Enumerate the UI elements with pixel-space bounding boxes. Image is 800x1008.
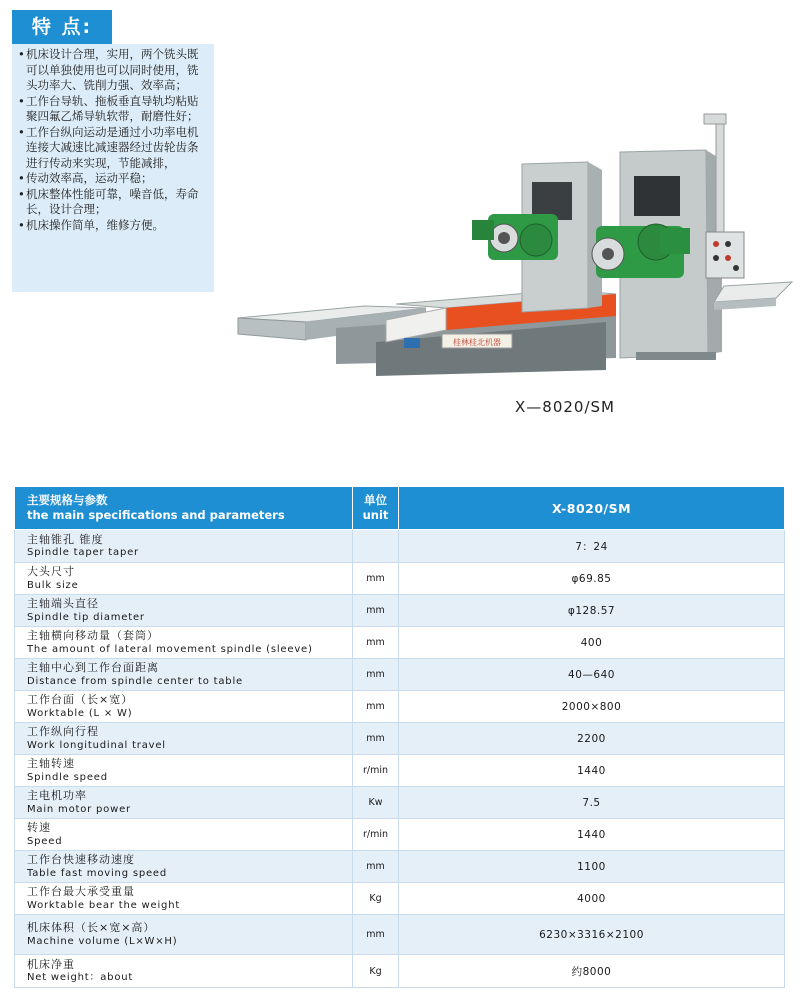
table-header-row — [15, 487, 785, 530]
table-row — [15, 595, 785, 627]
spec-name-en: Net weight：about — [27, 972, 134, 983]
spec-value-cell: 6230×3316×2100 — [399, 915, 785, 955]
spec-name-cn: 工作台快速移动速度 — [27, 853, 135, 866]
spec-name-cell — [15, 595, 353, 627]
spec-name-cell — [15, 915, 353, 955]
spec-name-cn: 主电机功率 — [27, 789, 87, 802]
spec-name-cell — [15, 851, 353, 883]
spec-unit-cell: mm — [353, 595, 399, 627]
spec-name-cn: 工作台面（长×宽） — [27, 693, 134, 706]
machine-name-plate: 桂林桂北机器 — [453, 338, 501, 347]
spec-value-cell: 4000 — [399, 883, 785, 915]
spec-unit-cell: mm — [353, 851, 399, 883]
spec-value-cell: 2200 — [399, 723, 785, 755]
feature-item: • 机床整体性能可靠，噪音低，寿命长，设计合理； — [18, 187, 208, 218]
spec-name-en: The amount of lateral movement spindle (sleeve) — [27, 643, 313, 655]
spec-value-cell: φ69.85 — [399, 563, 785, 595]
spec-name-en: Spindle speed — [27, 771, 108, 783]
header-unit-en: unit — [362, 508, 389, 522]
spec-value-cell: 1440 — [399, 819, 785, 851]
milling-machine-image — [236, 108, 796, 380]
spec-unit-cell: mm — [353, 627, 399, 659]
specifications-table — [14, 486, 785, 988]
spec-name-cn: 工作纵向行程 — [27, 725, 99, 738]
spec-name-cell — [15, 955, 353, 988]
spec-value-cell: 2000×800 — [399, 691, 785, 723]
table-row — [15, 755, 785, 787]
table-row — [15, 851, 785, 883]
spec-name-cn: 大头尺寸 — [27, 565, 75, 578]
feature-item: • 工作台导轨、拖板垂直导轨均粘贴聚四氟乙烯导轨软带，耐磨性好； — [18, 94, 208, 125]
spec-name-cell — [15, 819, 353, 851]
table-row — [15, 915, 785, 955]
spec-value-cell: 40—640 — [399, 659, 785, 691]
spec-name-cn: 机床体积（长×宽×高） — [27, 921, 156, 934]
feature-item: • 机床操作简单，维修方便。 — [18, 218, 208, 234]
table-row — [15, 691, 785, 723]
spec-name-cn: 工作台最大承受重量 — [27, 885, 135, 898]
spec-unit-cell: Kg — [353, 955, 399, 988]
table-row — [15, 659, 785, 691]
column-header-model: X-8020/SM — [399, 487, 785, 530]
spec-name-cn: 主轴端头直径 — [27, 597, 99, 610]
spec-name-cn: 主轴锥孔 锥度 — [27, 532, 104, 546]
table-row — [15, 883, 785, 915]
spec-name-cell — [15, 627, 353, 659]
spec-name-cell — [15, 530, 353, 563]
spec-name-en: Distance from spindle center to table — [27, 675, 243, 687]
spec-value-cell: 1100 — [399, 851, 785, 883]
spec-name-cell — [15, 883, 353, 915]
spec-name-en: Table fast moving speed — [27, 867, 168, 879]
spec-name-cell — [15, 563, 353, 595]
table-row — [15, 787, 785, 819]
spec-value-cell: 7.5 — [399, 787, 785, 819]
table-body — [15, 530, 785, 988]
spec-name-cn: 主轴横向移动量（套筒） — [27, 629, 159, 642]
table-row — [15, 819, 785, 851]
spec-name-en: Work longitudinal travel — [27, 739, 166, 751]
features-list — [18, 47, 208, 233]
model-caption: X—8020/SM — [515, 398, 615, 416]
spec-name-en: Spindle tip diameter — [27, 611, 145, 623]
table-row — [15, 955, 785, 988]
spec-unit-cell: Kw — [353, 787, 399, 819]
spec-unit-cell: mm — [353, 563, 399, 595]
table-row — [15, 530, 785, 563]
spec-unit-cell: mm — [353, 723, 399, 755]
features-title: 特 点: — [12, 10, 112, 44]
spec-name-en: Spindle taper taper — [27, 547, 139, 558]
header-name-cn: 主要规格与参数 — [27, 493, 108, 507]
header-unit-cn: 单位 — [364, 493, 387, 507]
table-row — [15, 723, 785, 755]
spec-name-en: Worktable (L × W) — [27, 707, 133, 719]
header-name-en: the main specifications and parameters — [27, 508, 285, 522]
spec-unit-cell: mm — [353, 659, 399, 691]
table-row — [15, 627, 785, 659]
spec-value-cell: 约8000 — [399, 955, 785, 988]
feature-item: • 传动效率高，运动平稳； — [18, 171, 208, 187]
spec-unit-cell: r/min — [353, 819, 399, 851]
spec-name-cn: 主轴中心到工作台面距离 — [27, 661, 159, 674]
spec-unit-cell: mm — [353, 691, 399, 723]
spec-name-cell — [15, 755, 353, 787]
spec-value-cell: φ128.57 — [399, 595, 785, 627]
feature-item: • 机床设计合理，实用，两个铣头既可以单独使用也可以同时使用，铣头功率大、铣削力强、效率高； — [18, 47, 208, 94]
spec-name-en: Bulk size — [27, 579, 79, 591]
spec-name-cell — [15, 787, 353, 819]
table-row — [15, 563, 785, 595]
spec-name-cell — [15, 691, 353, 723]
spec-name-en: Worktable bear the weight — [27, 899, 181, 911]
column-header-unit — [353, 487, 399, 530]
spec-value-cell: 7：24 — [399, 530, 785, 563]
spec-unit-cell: Kg — [353, 883, 399, 915]
spec-unit-cell: mm — [353, 915, 399, 955]
spec-name-cell — [15, 659, 353, 691]
column-header-name — [15, 487, 353, 530]
spec-value-cell: 400 — [399, 627, 785, 659]
spec-name-en: Main motor power — [27, 803, 131, 815]
features-panel — [12, 44, 214, 292]
spec-name-cn: 转速 — [27, 821, 51, 834]
feature-item: • 工作台纵向运动是通过小功率电机连接大减速比减速器经过齿轮齿条进行传动来实现，节能减排， — [18, 125, 208, 172]
spec-name-en: Machine volume (L×W×H) — [27, 935, 178, 947]
spec-name-en: Speed — [27, 835, 63, 847]
spec-unit-cell — [353, 530, 399, 563]
spec-name-cn: 机床净重 — [27, 957, 75, 971]
spec-unit-cell: r/min — [353, 755, 399, 787]
spec-name-cell — [15, 723, 353, 755]
spec-name-cn: 主轴转速 — [27, 757, 75, 770]
spec-value-cell: 1440 — [399, 755, 785, 787]
